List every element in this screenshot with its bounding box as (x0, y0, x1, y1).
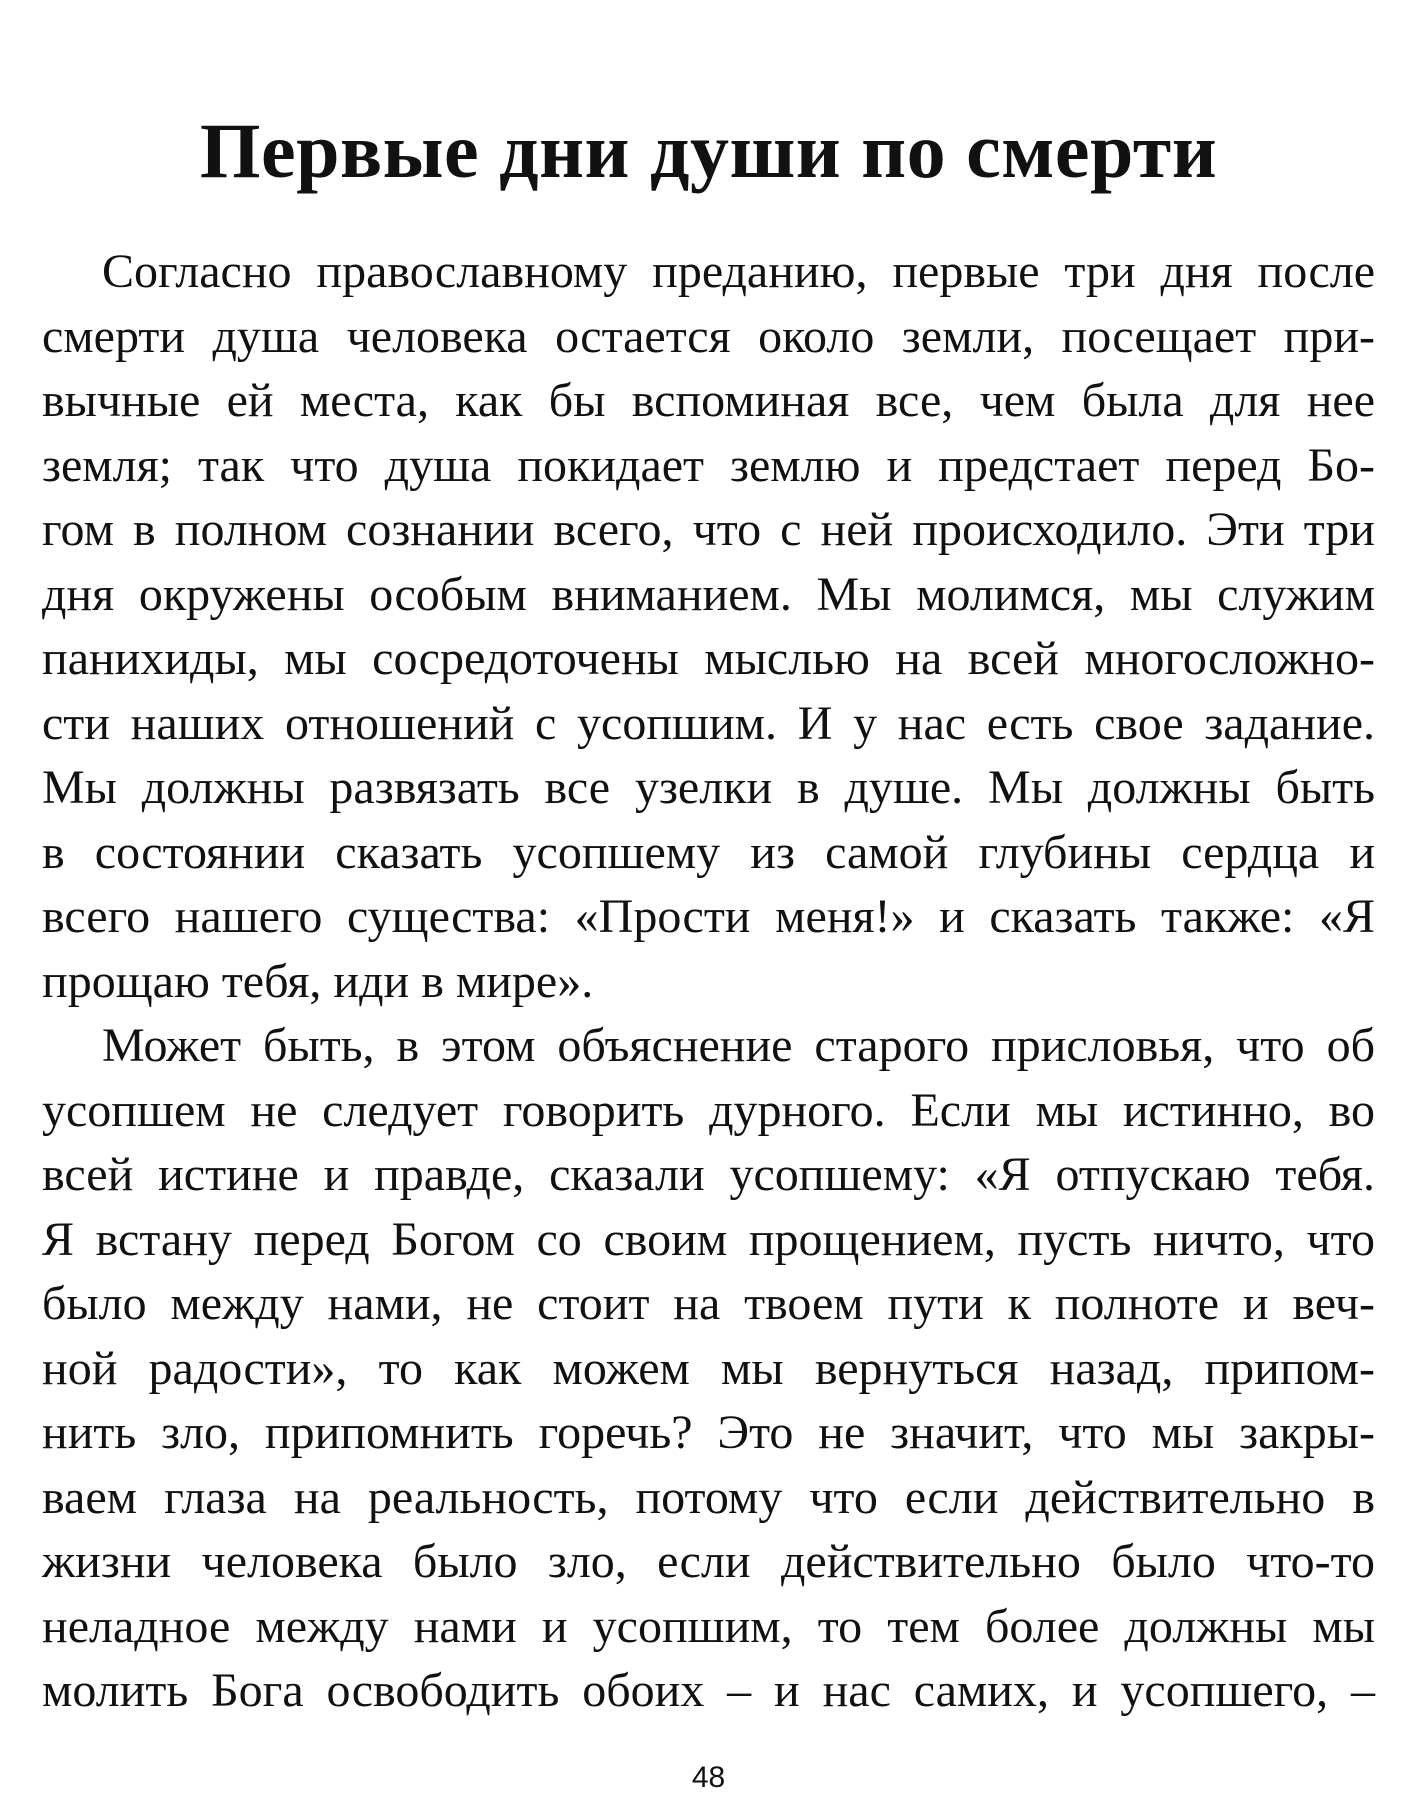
text-line: всей истине и правде, сказали усопшему: «Я отпускаю тебя. (42, 1148, 1375, 1201)
paragraph-1 (42, 240, 1375, 1014)
body-text (42, 240, 1375, 1724)
text-line: смерти душа человека остается около земли, посещает при- (42, 309, 1375, 363)
text-line: панихиды, мы сосредоточены мыслью на всей многосложно- (42, 632, 1375, 685)
text-line: молить Бога освободить обоих – и нас самих, и усопшего, – (42, 1664, 1375, 1717)
text-line: прощаю тебя, иди в мире». (42, 954, 594, 1008)
text-line: жизни человека было зло, если действительно было что-то (42, 1535, 1375, 1588)
text-line: вычные ей места, как бы вспоминая все, чем была для нее (42, 374, 1375, 427)
paragraph-2 (42, 1014, 1375, 1724)
text-line: ваем глаза на реальность, потому что если действительно в (42, 1470, 1375, 1524)
text-line: Согласно православному преданию, первые три дня после (102, 245, 1375, 298)
text-line: дня окружены особым вниманием. Мы молимся, мы служим (42, 567, 1375, 621)
text-line: неладное между нами и усопшим, то тем более должны мы (42, 1599, 1375, 1653)
chapter-title: Первые дни души по смерти (199, 107, 1218, 194)
text-line: в состоянии сказать усопшему из самой глубины сердца и (42, 825, 1375, 879)
text-line: сти наших отношений с усопшим. И у нас есть свое задание. (42, 696, 1375, 750)
text-line: было между нами, не стоит на твоем пути к полноте и веч- (42, 1277, 1375, 1330)
text-line: земля; так что душа покидает землю и предстает перед Бо- (42, 438, 1375, 492)
text-line: ной радости», то как можем мы вернуться назад, припом- (42, 1341, 1375, 1395)
text-line: нить зло, припомнить горечь? Это не значит, что мы закры- (42, 1406, 1375, 1459)
page-number: 48 (691, 1761, 726, 1794)
text-line: Может быть, в этом объяснение старого присловья, что об (102, 1019, 1375, 1072)
text-line: Мы должны развязать все узелки в душе. Мы должны быть (42, 761, 1375, 814)
text-line: всего нашего существа: «Прости меня!» и сказать также: «Я (42, 890, 1375, 943)
text-line: усопшем не следует говорить дурного. Если мы истинно, во (42, 1083, 1375, 1137)
text-line: гом в полном сознании всего, что с ней происходило. Эти три (42, 503, 1375, 556)
text-line: Я встану перед Богом со своим прощением, пусть ничто, что (42, 1212, 1375, 1266)
